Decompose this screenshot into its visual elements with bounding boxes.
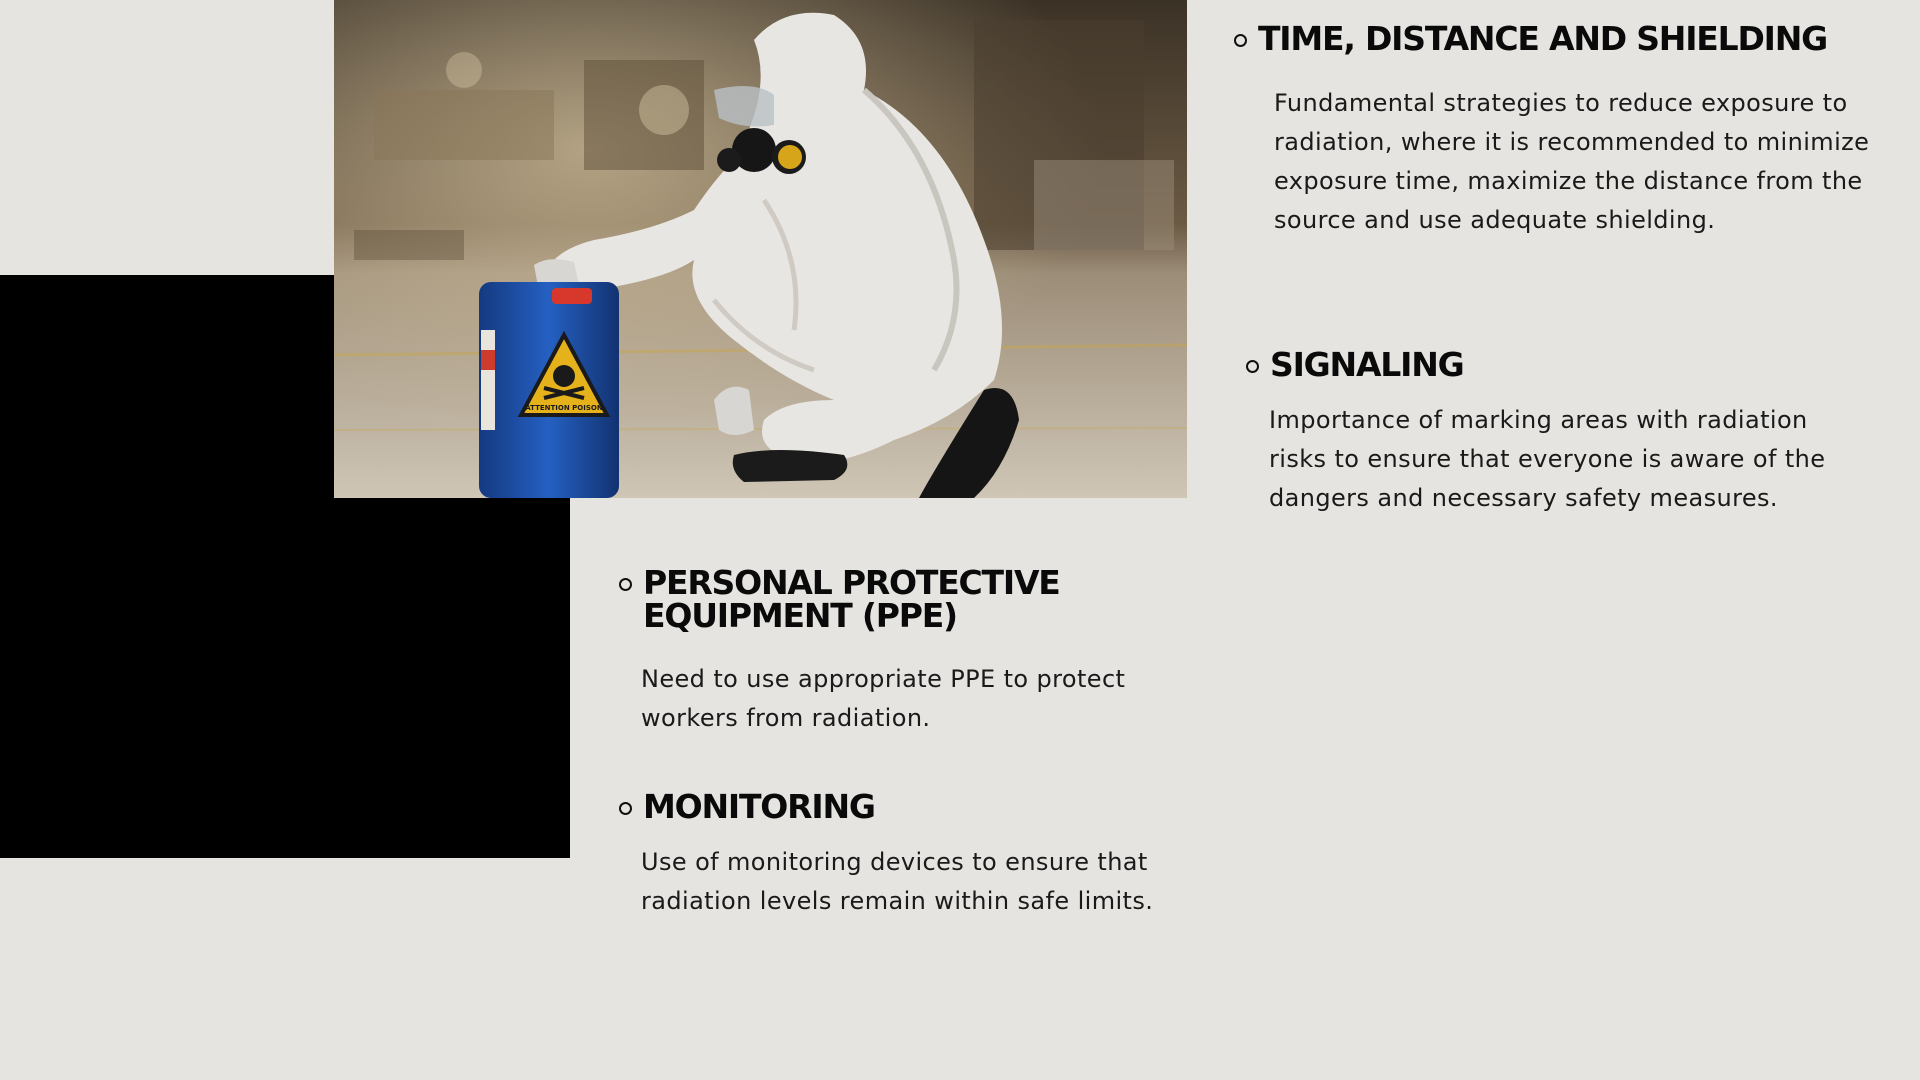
section-heading: SIGNALING	[1270, 345, 1464, 384]
section-text: Importance of marking areas with radiation risks to ensure that everyone is aware of the dangers and necessary safety measures.	[1269, 406, 1826, 512]
hazmat-worker-photo	[334, 0, 1187, 498]
section-text: Need to use appropriate PPE to protect workers from radiation.	[641, 665, 1126, 732]
section-heading: TIME, DISTANCE AND SHIELDING	[1258, 19, 1828, 58]
canister-label: ATTENTION POISON	[525, 404, 603, 412]
section-heading: MONITORING	[643, 787, 875, 826]
bullet-circle-icon	[619, 802, 632, 815]
section-monitoring	[619, 787, 1259, 921]
section-time-distance-shielding	[1234, 19, 1874, 240]
bullet-circle-icon	[1234, 34, 1247, 47]
section-text: Fundamental strategies to reduce exposure to radiation, where it is recommended to minimize exposure time, maximize the distance from the source and use adequate shielding.	[1274, 89, 1870, 234]
section-heading: PERSONAL PROTECTIVE EQUIPMENT (PPE)	[643, 563, 1060, 635]
section-signaling	[1246, 345, 1866, 518]
bullet-circle-icon	[619, 578, 632, 591]
section-text: Use of monitoring devices to ensure that radiation levels remain within safe limits.	[641, 848, 1154, 915]
bullet-circle-icon	[1246, 360, 1259, 373]
section-ppe	[619, 563, 1259, 738]
